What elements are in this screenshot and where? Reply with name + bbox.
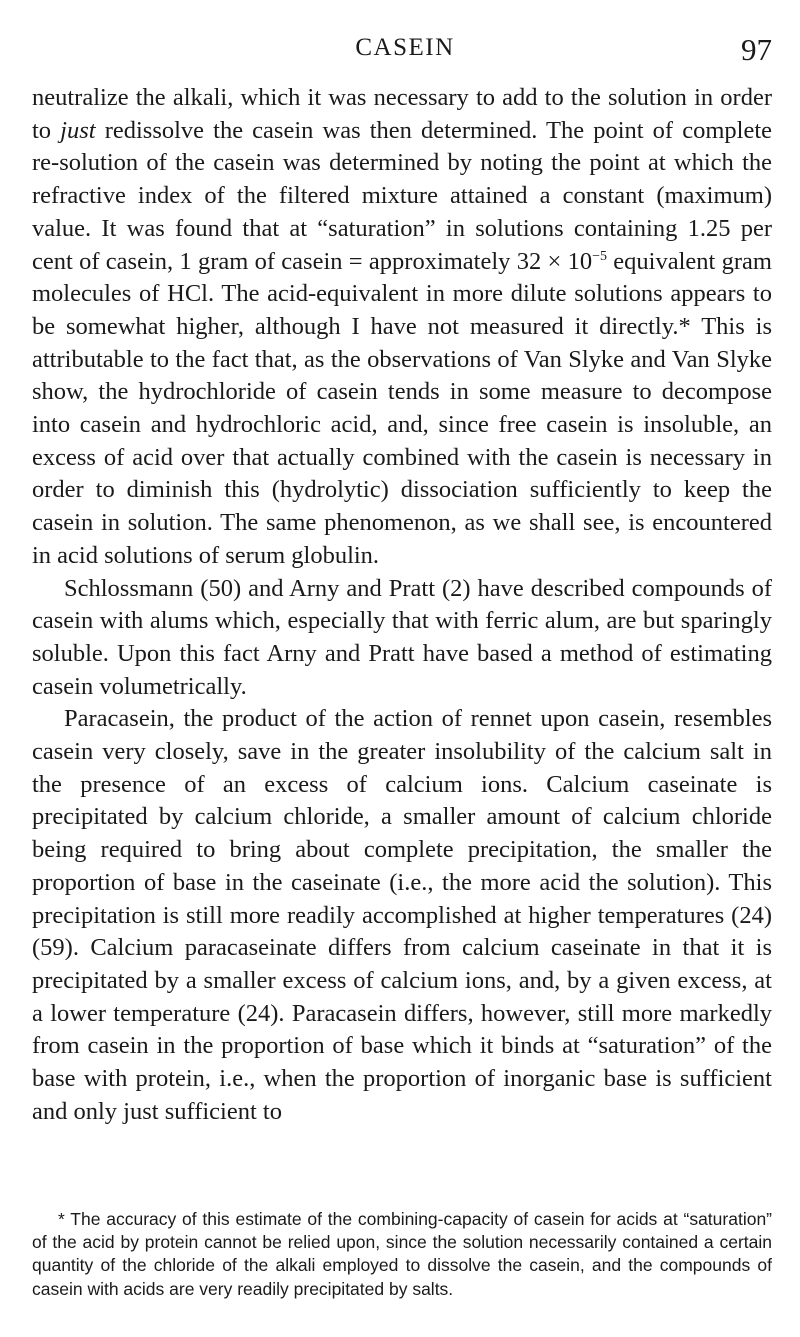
paragraph-1-middle: redissolve the casein was then determined. The point of complete re-solution of the casein was determined by noting the point at which the refractive index of the filtered mixture attained a constant (maximum) value. It was found that at “saturation” in solutions containing 1.25 per cent of casein, 1 gram of casein = approximately 32 × 10 xyxy=(32,116,772,275)
paragraph-3: Paracasein, the product of the action of rennet upon casein, resembles casein very closely, save in the greater insolubility of the calcium salt in the presence of an excess of calcium ions. Calcium caseinate is precipitated by calcium chloride, a smaller amount of calcium chloride being required to bring about complete precipitation, the smaller the proportion of base in the caseinate (i.e., the more acid the solution). This precipitation is still more readily accomplished at higher temperatures (24) (59). Calcium paracaseinate differs from calcium caseinate in that it is precipitated by a smaller excess of calcium ions, and, by a given excess, at a lower temperature (24). Paracasein differs, however, still more markedly from casein in the proportion of base which it binds at “saturation” of the base with protein, i.e., when the proportion of inorganic base is sufficient and only just sufficient to xyxy=(32,705,772,1125)
exponent: −5 xyxy=(592,248,608,264)
footnote xyxy=(32,1208,772,1301)
running-head xyxy=(38,34,772,66)
page-number: 97 xyxy=(741,32,772,67)
footnote-text: * The accuracy of this estimate of the combining-capacity of casein for acids at “saturation” of the acid by protein cannot be relied upon, since the solution necessarily contained a certain quantity of the chloride of the alkali employed to dissolve the casein, and the compounds of casein with acids are very readily precipitated by salts. xyxy=(32,1209,772,1299)
paragraph-1 xyxy=(32,82,772,573)
paragraph-1-end: equivalent gram molecules of HCl. The acid-equivalent in more dilute solutions appears to be somewhat higher, although I have not measured it directly.* This is attributable to the fact that, as the observations of Van Slyke and Van Slyke show, the hydrochloride of casein tends in some measure to decompose into casein and hydrochloric acid, and, since free casein is insoluble, an excess of acid over that actually combined with the casein is necessary in order to diminish this (hydrolytic) dissociation sufficiently to keep the casein in solution. The same phenomenon, as we shall see, is encountered in acid solutions of serum globulin. xyxy=(32,247,772,569)
emphasis-just: just xyxy=(60,116,96,144)
paragraph-1-start: neutralize the alkali, which it was necessary to add to the solution in order to xyxy=(32,84,772,144)
body-text xyxy=(32,82,772,1129)
paragraph-2: Schlossmann (50) and Arny and Pratt (2) have described compounds of casein with alums which, especially that with ferric alum, are but sparingly soluble. Upon this fact Arny and Pratt have based a method of estimating casein volumetrically. xyxy=(32,574,772,700)
running-title: CASEIN xyxy=(355,34,455,61)
